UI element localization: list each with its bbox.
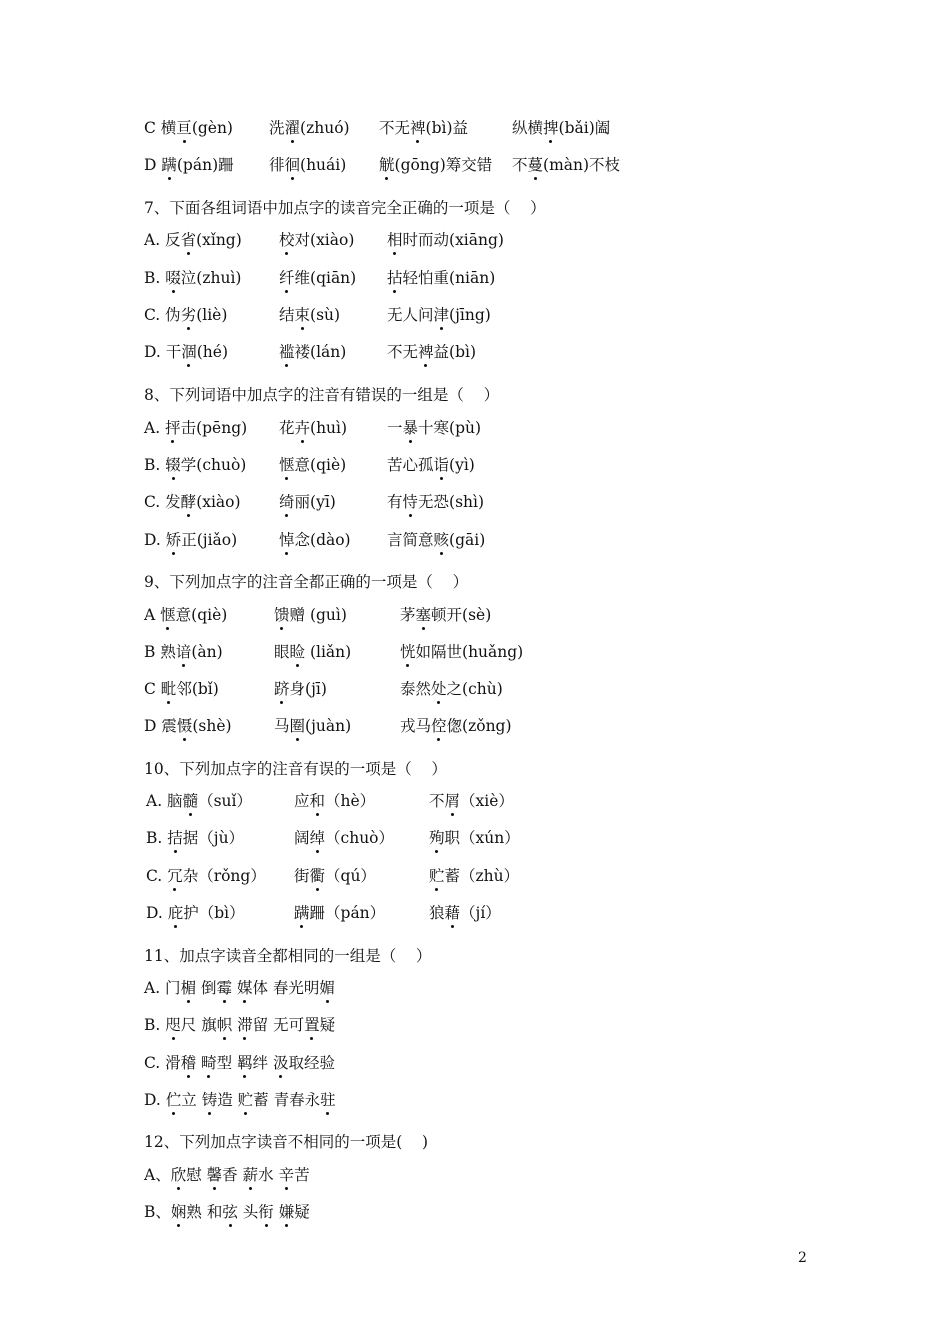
option-cell bbox=[144, 1090, 336, 1110]
dotted-character: 滞 bbox=[237, 1016, 253, 1034]
text-segment: 丽(yī) bbox=[294, 493, 336, 511]
text-segment: （chuò） bbox=[325, 829, 395, 847]
option-cell bbox=[279, 268, 356, 288]
text-segment: 熟 和 bbox=[186, 1203, 223, 1221]
text-segment: 花 bbox=[279, 419, 295, 437]
option-cell bbox=[429, 791, 514, 811]
dotted-character: 睑 bbox=[289, 643, 306, 661]
text-segment: (sù) bbox=[310, 306, 341, 324]
option-cell bbox=[144, 530, 237, 550]
text-segment: （xiè） bbox=[460, 792, 514, 810]
option-cell bbox=[400, 605, 491, 625]
dotted-character: 蹒 bbox=[294, 904, 310, 922]
option-cell bbox=[387, 342, 476, 362]
text-segment: 蓄 青春永 bbox=[253, 1091, 321, 1109]
dotted-character: 绰 bbox=[309, 829, 326, 847]
text-segment: 意(qiè) bbox=[175, 606, 228, 624]
text-segment: D. bbox=[146, 904, 168, 922]
option-cell bbox=[146, 903, 245, 923]
dotted-character: 伫 bbox=[165, 1091, 182, 1109]
text-segment: 十寒(pù) bbox=[418, 419, 482, 437]
dotted-character: 馈 bbox=[274, 606, 290, 624]
text-segment: (zhuó) bbox=[300, 119, 350, 137]
text-segment: 一 bbox=[387, 419, 403, 437]
dotted-character: 亘 bbox=[176, 119, 192, 137]
text-segment: 益(bì) bbox=[433, 343, 477, 361]
text-segment: 念(dào) bbox=[294, 531, 351, 549]
dotted-character: 辛 bbox=[278, 1166, 295, 1184]
option-cell bbox=[429, 903, 501, 923]
option-cell bbox=[146, 791, 252, 811]
text-segment: 时而动(xiāng) bbox=[402, 231, 504, 249]
text-segment: 跚（pán） bbox=[309, 904, 386, 922]
dotted-character: 欣 bbox=[170, 1166, 187, 1184]
dotted-character: 绮 bbox=[279, 493, 295, 511]
text-segment: 疑 bbox=[319, 1016, 336, 1034]
text-segment: (xǐng) bbox=[196, 231, 242, 249]
text-segment: 洗 bbox=[269, 119, 285, 137]
option-cell bbox=[279, 418, 347, 438]
dotted-character: 媚 bbox=[319, 979, 335, 997]
option-cell bbox=[429, 866, 519, 886]
text-segment: 轻怕重(niān) bbox=[402, 269, 496, 287]
text-segment: C. bbox=[146, 867, 168, 885]
text-segment: 顿开(sè) bbox=[431, 606, 492, 624]
dotted-character: 暴 bbox=[402, 419, 419, 437]
option-cell bbox=[512, 155, 620, 175]
text-segment: D. 干 bbox=[144, 343, 182, 361]
dotted-character: 相 bbox=[387, 231, 403, 249]
dotted-character: 咫 bbox=[165, 1016, 181, 1034]
text-segment: 泣(zhuì) bbox=[180, 269, 242, 287]
option-cell bbox=[379, 118, 468, 138]
dotted-character: 捭 bbox=[543, 119, 559, 137]
text-segment: 造 bbox=[217, 1091, 238, 1109]
option-cell bbox=[294, 791, 375, 811]
text-segment: 苦 bbox=[294, 1166, 310, 1184]
option-cell bbox=[144, 230, 242, 250]
option-cell bbox=[400, 716, 512, 736]
text-segment: B. bbox=[144, 269, 166, 287]
text-segment: 绊 bbox=[252, 1054, 274, 1072]
option-cell bbox=[279, 230, 354, 250]
dotted-character: 惬 bbox=[279, 456, 295, 474]
text-segment: (màn)不枝 bbox=[543, 156, 621, 174]
text-segment: （hè） bbox=[325, 792, 376, 810]
text-segment: 8、下列词语中加点字的注音有错误的一组是（ ） bbox=[144, 386, 500, 404]
option-cell bbox=[144, 155, 234, 175]
option-cell bbox=[294, 903, 385, 923]
text-segment: 12、下列加点字读音不相同的一项是( ) bbox=[144, 1133, 429, 1151]
dotted-character: 衔 bbox=[258, 1203, 274, 1221]
dotted-character: 拈 bbox=[387, 269, 403, 287]
text-segment: B、 bbox=[144, 1203, 171, 1221]
dotted-character: 娴 bbox=[170, 1203, 187, 1221]
text-segment: (huì) bbox=[310, 419, 348, 437]
text-segment: C. 伪 bbox=[144, 306, 181, 324]
text-segment: (hé) bbox=[196, 343, 228, 361]
text-segment: 赠 (guì) bbox=[289, 606, 347, 624]
text-segment: A bbox=[144, 606, 161, 624]
option-cell bbox=[279, 492, 336, 512]
option-cell bbox=[144, 455, 246, 475]
text-segment: （jí） bbox=[460, 904, 501, 922]
dotted-character: 啜 bbox=[165, 269, 181, 287]
text-segment: 取经验 bbox=[288, 1054, 336, 1072]
option-cell bbox=[144, 679, 219, 699]
dotted-character: 酵 bbox=[180, 493, 197, 511]
text-segment: (gāi) bbox=[449, 531, 486, 549]
text-segment: 纵横 bbox=[512, 119, 544, 137]
text-segment: B. bbox=[146, 829, 168, 847]
text-segment: (liǎn) bbox=[305, 643, 352, 661]
text-segment: 狼 bbox=[429, 904, 445, 922]
dotted-character: 屑 bbox=[444, 792, 461, 810]
text-segment: 邻(bǐ) bbox=[176, 680, 219, 698]
option-cell bbox=[144, 342, 228, 362]
dotted-character: 置 bbox=[304, 1016, 320, 1034]
text-segment: 无人问 bbox=[387, 306, 434, 324]
text-segment: 如隔世(huǎng) bbox=[415, 643, 524, 661]
option-cell bbox=[269, 155, 346, 175]
dotted-character: 驻 bbox=[320, 1091, 336, 1109]
text-segment: 杂（rǒng） bbox=[182, 867, 266, 885]
text-segment: A. 反 bbox=[144, 231, 181, 249]
dotted-character: 处 bbox=[431, 680, 447, 698]
text-segment: 体 春光明 bbox=[252, 979, 320, 997]
text-segment: 褛(lán) bbox=[294, 343, 347, 361]
dotted-character: 赅 bbox=[433, 531, 450, 549]
dotted-character: 冗 bbox=[167, 867, 183, 885]
dotted-character: 稽 bbox=[180, 1054, 197, 1072]
dotted-character: 畸 bbox=[201, 1054, 217, 1072]
dotted-character: 跻 bbox=[274, 680, 290, 698]
text-segment: 7、下面各组词语中加点字的读音完全正确的一项是（ ） bbox=[144, 199, 546, 217]
option-cell bbox=[144, 716, 232, 736]
dotted-character: 慑 bbox=[176, 717, 193, 735]
option-cell bbox=[279, 530, 351, 550]
dotted-character: 褴 bbox=[279, 343, 295, 361]
option-cell bbox=[144, 492, 241, 512]
text-segment: (jīng) bbox=[449, 306, 491, 324]
text-segment: (gōng)筹交错 bbox=[394, 156, 493, 174]
text-segment: 身(jī) bbox=[289, 680, 327, 698]
dotted-character: 贮 bbox=[429, 867, 445, 885]
text-segment: (xiào) bbox=[196, 493, 241, 511]
option-cell bbox=[144, 1202, 310, 1222]
text-segment: 偬(zǒng) bbox=[446, 717, 512, 735]
dotted-character: 楣 bbox=[180, 979, 197, 997]
text-segment: 戎马 bbox=[400, 717, 432, 735]
text-segment: B 熟 bbox=[144, 643, 176, 661]
option-cell bbox=[400, 679, 503, 699]
option-cell bbox=[144, 1165, 310, 1185]
option-cell bbox=[387, 418, 481, 438]
text-segment: B. bbox=[144, 456, 166, 474]
text-segment: 慰 bbox=[186, 1166, 207, 1184]
text-segment: 之(chù) bbox=[446, 680, 503, 698]
option-cell bbox=[400, 642, 523, 662]
text-segment: C 横 bbox=[144, 119, 177, 137]
text-segment bbox=[274, 1203, 279, 1221]
text-segment: A、 bbox=[144, 1166, 171, 1184]
dotted-character: 涸 bbox=[181, 343, 197, 361]
option-cell bbox=[144, 268, 241, 288]
dotted-character: 和 bbox=[309, 792, 326, 810]
dotted-character: 蹒 bbox=[161, 156, 177, 174]
dotted-character: 矫 bbox=[165, 531, 182, 549]
text-segment: A. 脑 bbox=[146, 792, 183, 810]
option-cell bbox=[144, 1132, 428, 1152]
dotted-character: 圈 bbox=[289, 717, 306, 735]
dotted-character: 铸 bbox=[201, 1091, 218, 1109]
option-cell bbox=[294, 866, 376, 886]
option-cell bbox=[144, 978, 335, 998]
text-segment: 击(pēng) bbox=[180, 419, 248, 437]
dotted-character: 霉 bbox=[216, 979, 233, 997]
dotted-character: 毗 bbox=[160, 680, 177, 698]
dotted-character: 谙 bbox=[175, 643, 192, 661]
dotted-character: 髓 bbox=[182, 792, 199, 810]
option-cell bbox=[144, 198, 546, 218]
text-segment: 言简意 bbox=[387, 531, 434, 549]
page-number: 2 bbox=[798, 1250, 807, 1266]
text-segment: 立 bbox=[181, 1091, 202, 1109]
option-cell bbox=[144, 1015, 335, 1035]
dotted-character: 倥 bbox=[431, 717, 447, 735]
option-cell bbox=[379, 155, 492, 175]
option-cell bbox=[429, 828, 520, 848]
text-segment: A. bbox=[144, 419, 166, 437]
option-cell bbox=[387, 230, 504, 250]
text-segment: A. 门 bbox=[144, 979, 181, 997]
dotted-character: 诣 bbox=[433, 456, 450, 474]
text-segment: （qú） bbox=[325, 867, 376, 885]
dotted-character: 劣 bbox=[180, 306, 197, 324]
text-segment: 尺 旗 bbox=[180, 1016, 217, 1034]
text-segment: D. bbox=[144, 531, 166, 549]
dotted-character: 蔓 bbox=[527, 156, 544, 174]
option-cell bbox=[294, 828, 394, 848]
text-segment: 水 bbox=[258, 1166, 279, 1184]
dotted-character: 塞 bbox=[415, 606, 432, 624]
text-segment: 职（xún） bbox=[444, 829, 520, 847]
option-cell bbox=[274, 605, 347, 625]
dotted-character: 裨 bbox=[410, 119, 426, 137]
text-segment: 护（bì） bbox=[183, 904, 245, 922]
text-segment: 不 bbox=[512, 156, 528, 174]
text-segment: (yì) bbox=[449, 456, 475, 474]
option-cell bbox=[387, 305, 491, 325]
text-segment: 疑 bbox=[294, 1203, 310, 1221]
text-segment: C. 发 bbox=[144, 493, 181, 511]
dotted-character: 束 bbox=[294, 306, 311, 324]
dotted-character: 帜 bbox=[216, 1016, 233, 1034]
option-cell bbox=[144, 946, 431, 966]
dotted-character: 津 bbox=[433, 306, 450, 324]
option-cell bbox=[279, 342, 346, 362]
option-cell bbox=[144, 385, 499, 405]
option-cell bbox=[387, 492, 484, 512]
text-segment: 马 bbox=[274, 717, 290, 735]
text-segment: (juàn) bbox=[305, 717, 352, 735]
text-segment: D bbox=[144, 156, 162, 174]
option-cell bbox=[387, 530, 485, 550]
dotted-character: 庇 bbox=[167, 904, 184, 922]
dotted-character: 藉 bbox=[444, 904, 461, 922]
dotted-character: 徊 bbox=[284, 156, 301, 174]
dotted-character: 衢 bbox=[309, 867, 326, 885]
text-segment: D 震 bbox=[144, 717, 177, 735]
text-segment: B. bbox=[144, 1016, 166, 1034]
option-cell bbox=[512, 118, 610, 138]
text-segment: (liè) bbox=[196, 306, 228, 324]
option-cell bbox=[144, 418, 247, 438]
option-cell bbox=[279, 305, 340, 325]
text-segment: 对(xiào) bbox=[294, 231, 355, 249]
text-segment: 不无 bbox=[387, 343, 419, 361]
dotted-character: 抨 bbox=[165, 419, 181, 437]
text-segment: 不 bbox=[429, 792, 445, 810]
dotted-character: 校 bbox=[279, 231, 295, 249]
option-cell bbox=[144, 642, 223, 662]
text-segment: 正(jiǎo) bbox=[181, 531, 238, 549]
dotted-character: 濯 bbox=[284, 119, 301, 137]
option-cell bbox=[274, 642, 351, 662]
text-segment: 意(qiè) bbox=[294, 456, 347, 474]
dotted-character: 薪 bbox=[242, 1166, 259, 1184]
dotted-character: 纤 bbox=[279, 269, 295, 287]
text-segment: (bǎi)阖 bbox=[558, 119, 611, 137]
option-cell bbox=[144, 605, 227, 625]
option-cell bbox=[274, 679, 327, 699]
text-segment: 据（jù） bbox=[182, 829, 245, 847]
text-segment: 头 bbox=[237, 1203, 259, 1221]
option-cell bbox=[144, 572, 468, 592]
dotted-character: 馨 bbox=[206, 1166, 223, 1184]
text-segment: 不无 bbox=[379, 119, 411, 137]
dotted-character: 恍 bbox=[400, 643, 416, 661]
text-segment: 9、下列加点字的注音全都正确的一项是（ ） bbox=[144, 573, 469, 591]
text-segment: C. 滑 bbox=[144, 1054, 181, 1072]
dotted-character: 觥 bbox=[379, 156, 395, 174]
text-segment: D. bbox=[144, 1091, 166, 1109]
dotted-character: 省 bbox=[180, 231, 197, 249]
option-cell bbox=[269, 118, 350, 138]
text-segment: 留 无可 bbox=[252, 1016, 305, 1034]
text-segment: 苦心孤 bbox=[387, 456, 434, 474]
text-segment: 倒 bbox=[196, 979, 217, 997]
text-segment: 阔 bbox=[294, 829, 310, 847]
text-segment: 无恐(shì) bbox=[418, 493, 485, 511]
option-cell bbox=[144, 1053, 335, 1073]
option-cell bbox=[144, 759, 447, 779]
dotted-character: 弦 bbox=[222, 1203, 238, 1221]
option-cell bbox=[387, 268, 495, 288]
text-segment: (pán)跚 bbox=[176, 156, 234, 174]
text-segment: 徘 bbox=[269, 156, 285, 174]
text-segment: 茅 bbox=[400, 606, 416, 624]
dotted-character: 拮 bbox=[167, 829, 183, 847]
text-segment: 学(chuò) bbox=[180, 456, 247, 474]
dotted-character: 嫌 bbox=[278, 1203, 295, 1221]
dotted-character: 卉 bbox=[294, 419, 311, 437]
text-segment: 11、加点字读音全都相同的一组是（ ） bbox=[144, 947, 432, 965]
option-cell bbox=[279, 455, 346, 475]
text-segment: (huái) bbox=[300, 156, 347, 174]
dotted-character: 殉 bbox=[429, 829, 445, 847]
text-segment: （suǐ） bbox=[198, 792, 252, 810]
text-segment: 维(qiān) bbox=[294, 269, 357, 287]
dotted-character: 媒 bbox=[236, 979, 253, 997]
text-segment: 有 bbox=[387, 493, 403, 511]
dotted-character: 惬 bbox=[160, 606, 176, 624]
option-cell bbox=[146, 866, 266, 886]
text-segment: 蓄（zhù） bbox=[444, 867, 520, 885]
option-cell bbox=[387, 455, 475, 475]
dotted-character: 贮 bbox=[237, 1091, 254, 1109]
option-cell bbox=[144, 118, 233, 138]
text-segment: 10、下列加点字的注音有误的一项是（ ） bbox=[144, 760, 447, 778]
dotted-character: 羁 bbox=[237, 1054, 253, 1072]
dotted-character: 恃 bbox=[402, 493, 419, 511]
option-cell bbox=[274, 716, 351, 736]
dotted-character: 辍 bbox=[165, 456, 181, 474]
text-segment: 眼 bbox=[274, 643, 290, 661]
dotted-character: 悼 bbox=[279, 531, 295, 549]
text-segment: (bì)益 bbox=[425, 119, 469, 137]
text-segment: 街 bbox=[294, 867, 310, 885]
text-segment: 泰然 bbox=[400, 680, 432, 698]
dotted-character: 汲 bbox=[273, 1054, 289, 1072]
text-segment: (shè) bbox=[192, 717, 232, 735]
text-segment: (àn) bbox=[191, 643, 223, 661]
text-segment: 型 bbox=[216, 1054, 238, 1072]
text-segment: 结 bbox=[279, 306, 295, 324]
option-cell bbox=[144, 305, 227, 325]
text-segment: 应 bbox=[294, 792, 310, 810]
option-cell bbox=[146, 828, 244, 848]
dotted-character: 裨 bbox=[418, 343, 434, 361]
text-segment: C bbox=[144, 680, 161, 698]
text-segment: 香 bbox=[222, 1166, 243, 1184]
text-segment: (gèn) bbox=[191, 119, 233, 137]
